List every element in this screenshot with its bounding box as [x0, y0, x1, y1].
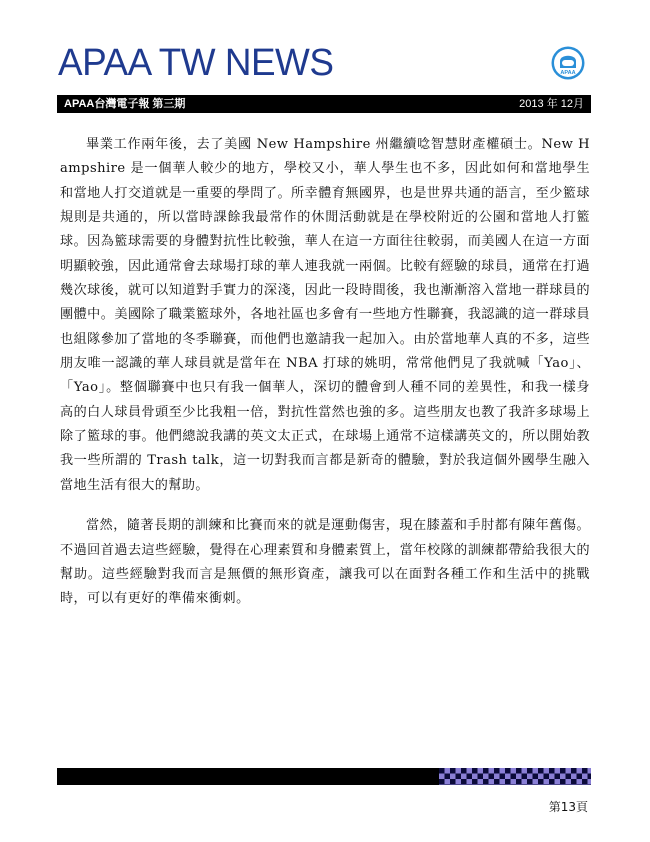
issue-label: APAA台灣電子報 第三期 — [64, 98, 186, 110]
page-number: 第13頁 — [548, 800, 588, 814]
footer-bar-solid — [57, 768, 439, 785]
logo-text: APAA — [560, 70, 576, 76]
footer-checker-pattern — [439, 768, 591, 785]
article-body — [60, 133, 590, 612]
issue-bar — [57, 95, 591, 113]
issue-date: 2013 年 12月 — [519, 98, 584, 110]
apaa-logo-icon — [551, 46, 585, 80]
footer-bar — [57, 768, 591, 785]
masthead-title: APAA TW NEWS — [58, 42, 334, 84]
article-paragraph: 當然，隨著長期的訓練和比賽而來的就是運動傷害，現在膝蓋和手肘都有陳年舊傷。不過回首過去這些經驗，覺得在心理素質和身體素質上，當年校隊的訓練都帶給我很大的幫助。這些經驗對我而言是無價的無形資產，讓我可以在面對各種工作和生活中的挑戰時，可以有更好的準備來衝刺。 — [60, 518, 590, 607]
article-paragraph: 畢業工作兩年後，去了美國 New Hampshire 州繼續唸智慧財產權碩士。New Hampshire 是一個華人較少的地方，學校又小，華人學生也不多，因此如何和當地學生和當地人打交道就是一重要的學問了。所幸體育無國界，也是世界共通的語言，至少籃球規則是共通的，所以當時課餘我最常作的休閒活動就是在學校附近的公園和當地人打籃球。因為籃球需要的身體對抗性比較強，華人在這一方面往往較弱，而美國人在這一方面明顯較強，因此通常會去球場打球的華人連我就一兩個。比較有經驗的球員，通常在打過幾次球後，就可以知道對手實力的深淺，因此一段時間後，我也漸漸溶入當地一群球員的團體中。美國除了職業籃球外，各地社區也多會有一些地方性聯賽，我認識的這一群球員也組隊參加了當地的冬季聯賽，而他們也邀請我一起加入。由於當地華人真的不多，這些朋友唯一認識的華人球員就是當年在 NBA 打球的姚明，常常他們見了我就喊「Yao」、「Yao」。整個聯賽中也只有我一個華人，深切的體會到人種不同的差異性，和我一樣身高的白人球員骨頭至少比我粗一倍，對抗性當然也強的多。這些朋友也教了我許多球場上除了籃球的事。他們總說我講的英文太正式，在球場上通常不這樣講英文的，所以開始教我一些所謂的 Trash talk，這一切對我而言都是新奇的體驗，對於我這個外國學生融入當地生活有很大的幫助。 — [60, 137, 590, 493]
